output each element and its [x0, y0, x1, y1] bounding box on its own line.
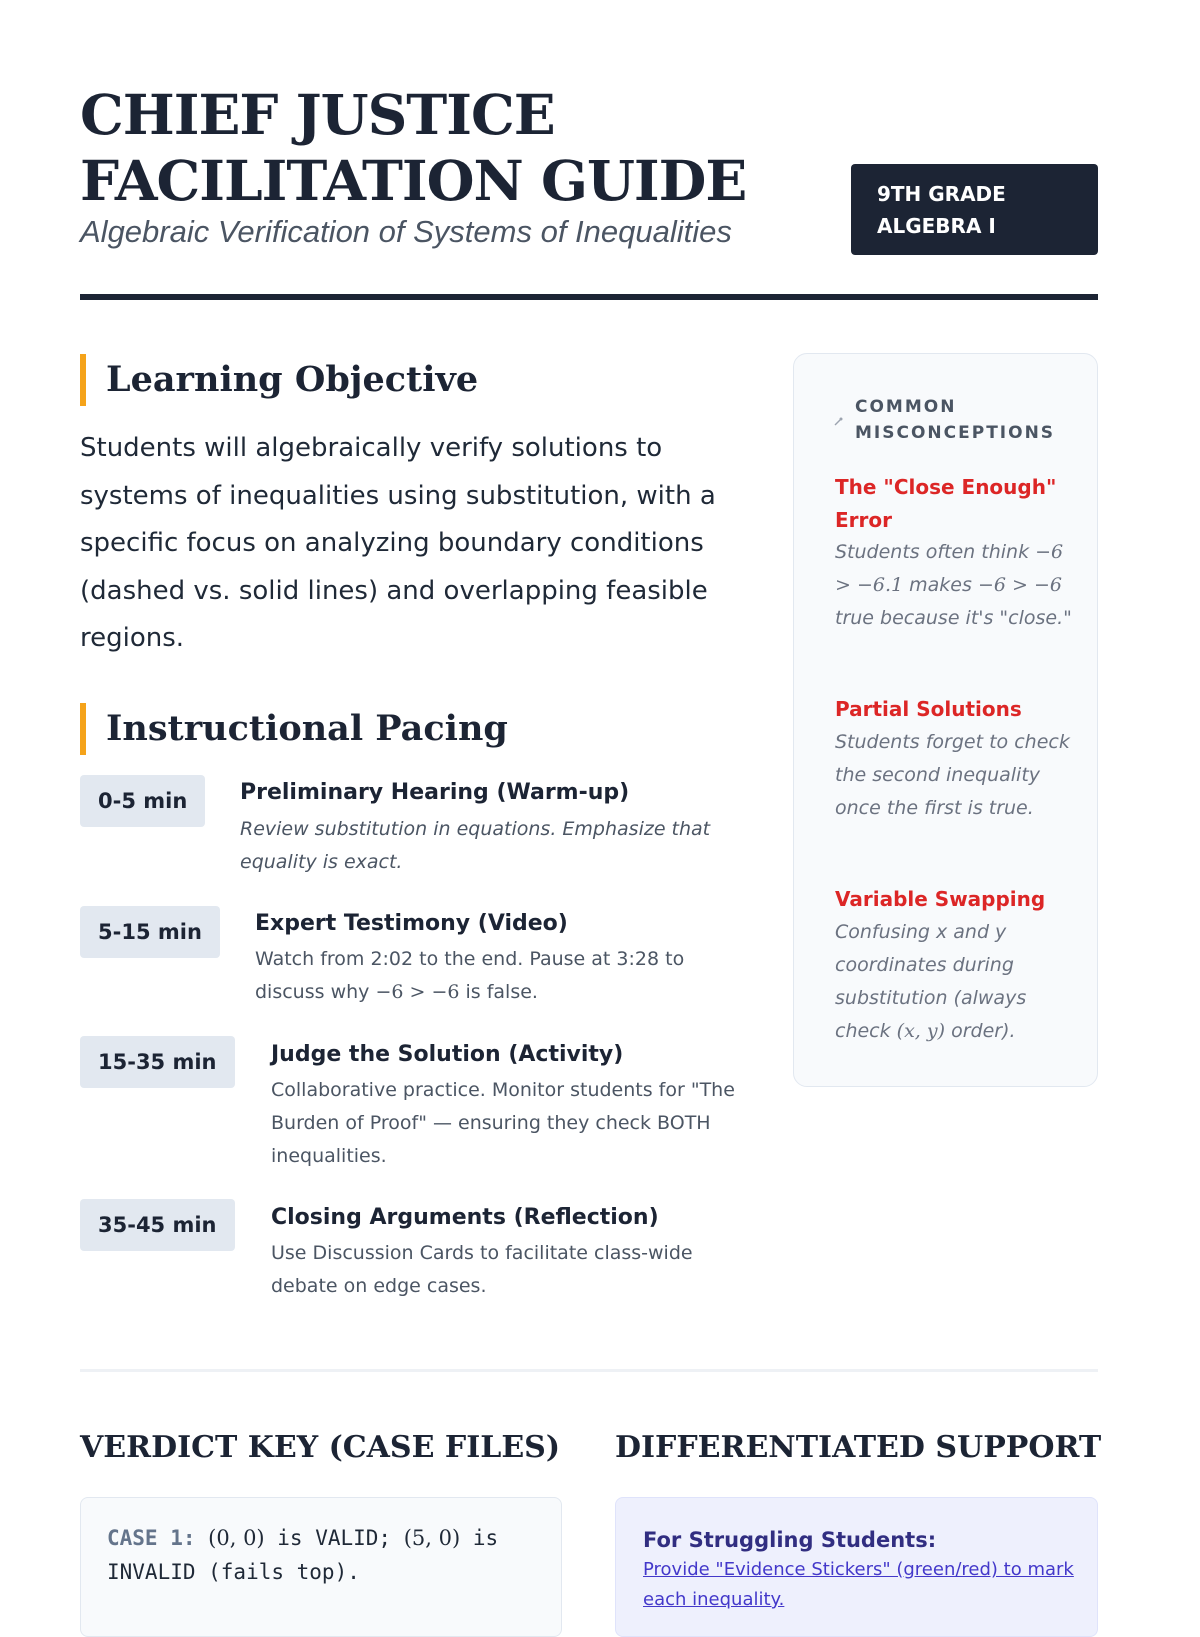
verdict-key-heading: VERDICT KEY (CASE FILES)	[80, 1430, 561, 1465]
section-divider	[80, 1369, 1098, 1372]
misconception-desc-text: Students often think	[835, 541, 1036, 563]
pacing-time-badge: 5-15 min	[80, 906, 220, 958]
pacing-time-badge: 15-35 min	[80, 1036, 235, 1088]
pacing-time-badge: 0-5 min	[80, 775, 205, 827]
misconception-desc-text: Confusing x and y coordinates during substitution (always check	[835, 921, 1027, 1042]
pin-icon	[834, 417, 843, 426]
misconception-description	[835, 916, 1075, 1048]
misconception-desc-text: makes	[903, 574, 978, 596]
pacing-item-description	[255, 943, 745, 1009]
learning-objective-heading: Learning Objective	[80, 354, 478, 406]
misconception-desc-text: order).	[945, 1020, 1016, 1042]
pacing-desc-text: is false.	[459, 981, 538, 1003]
verdict-text: is INVALID (fails top).	[107, 1526, 499, 1584]
verdict-point: (0, 0)	[208, 1526, 265, 1550]
pacing-desc-math: −6 > −6	[375, 981, 460, 1003]
misconceptions-heading	[855, 394, 1085, 446]
grade-badge-line-2: ALGEBRA I	[877, 214, 996, 238]
pacing-item-description: Use Discussion Cards to facilitate class-wide debate on edge cases.	[271, 1242, 693, 1297]
misconception-desc-math: −6 > −6.1	[835, 541, 1064, 596]
misconceptions-heading-line-1: COMMON	[855, 397, 957, 417]
misconception-desc-text: true because it's "close."	[835, 607, 1072, 629]
pacing-item-title: Preliminary Hearing (Warm-up)	[240, 780, 630, 805]
support-text: Provide "Evidence Stickers" (green/red) to mark each inequality.	[643, 1559, 1074, 1610]
title-line-1: CHIEF JUSTICE	[80, 82, 555, 147]
instructional-pacing-heading: Instructional Pacing	[80, 703, 508, 755]
grade-badge-line-1: 9TH GRADE	[877, 182, 1006, 206]
misconception-title: Partial Solutions	[835, 697, 1022, 721]
pacing-item-title: Closing Arguments (Reflection)	[271, 1205, 659, 1230]
misconception-title: The "Close Enough" Error	[835, 475, 1057, 532]
verdict-case-text	[107, 1521, 547, 1589]
learning-objective-text: Students will algebraically verify solutions to systems of inequalities using substitution, with a specific focus on analyzing boundary conditions (dashed vs. solid lines) and overlapping feasible regions.	[80, 433, 716, 653]
pacing-item-description: Collaborative practice. Monitor students for "The Burden of Proof" — ensuring they check BOTH inequalities.	[271, 1079, 735, 1167]
pacing-time-badge: 35-45 min	[80, 1199, 235, 1251]
misconception-desc-math: (x, y)	[896, 1020, 946, 1042]
misconception-description	[835, 536, 1075, 635]
verdict-text: is VALID;	[264, 1526, 404, 1550]
page-title	[80, 82, 746, 214]
case-label: CASE 1:	[107, 1526, 196, 1550]
support-title: For Struggling Students:	[643, 1528, 937, 1552]
misconception-description: Students forget to check the second inequality once the first is true.	[835, 731, 1070, 819]
grade-badge	[851, 164, 1098, 255]
misconception-title: Variable Swapping	[835, 887, 1046, 911]
pacing-item-title: Expert Testimony (Video)	[255, 911, 568, 936]
verdict-point: (5, 0)	[403, 1526, 461, 1550]
differentiated-support-heading: DIFFERENTIATED SUPPORT	[615, 1430, 1102, 1465]
page-subtitle: Algebraic Verification of Systems of Inequalities	[80, 214, 732, 249]
pacing-item-title: Judge the Solution (Activity)	[271, 1042, 624, 1067]
header-divider	[80, 294, 1098, 300]
misconception-desc-math: −6 > −6	[977, 574, 1062, 596]
misconceptions-heading-line-2: MISCONCEPTIONS	[855, 423, 1056, 443]
title-line-2: FACILITATION GUIDE	[80, 148, 747, 213]
pacing-desc-text: Watch from 2:02 to the end. Pause at 3:28 to discuss why	[255, 948, 685, 1003]
pacing-item-description: Review substitution in equations. Emphasize that equality is exact.	[240, 818, 711, 873]
